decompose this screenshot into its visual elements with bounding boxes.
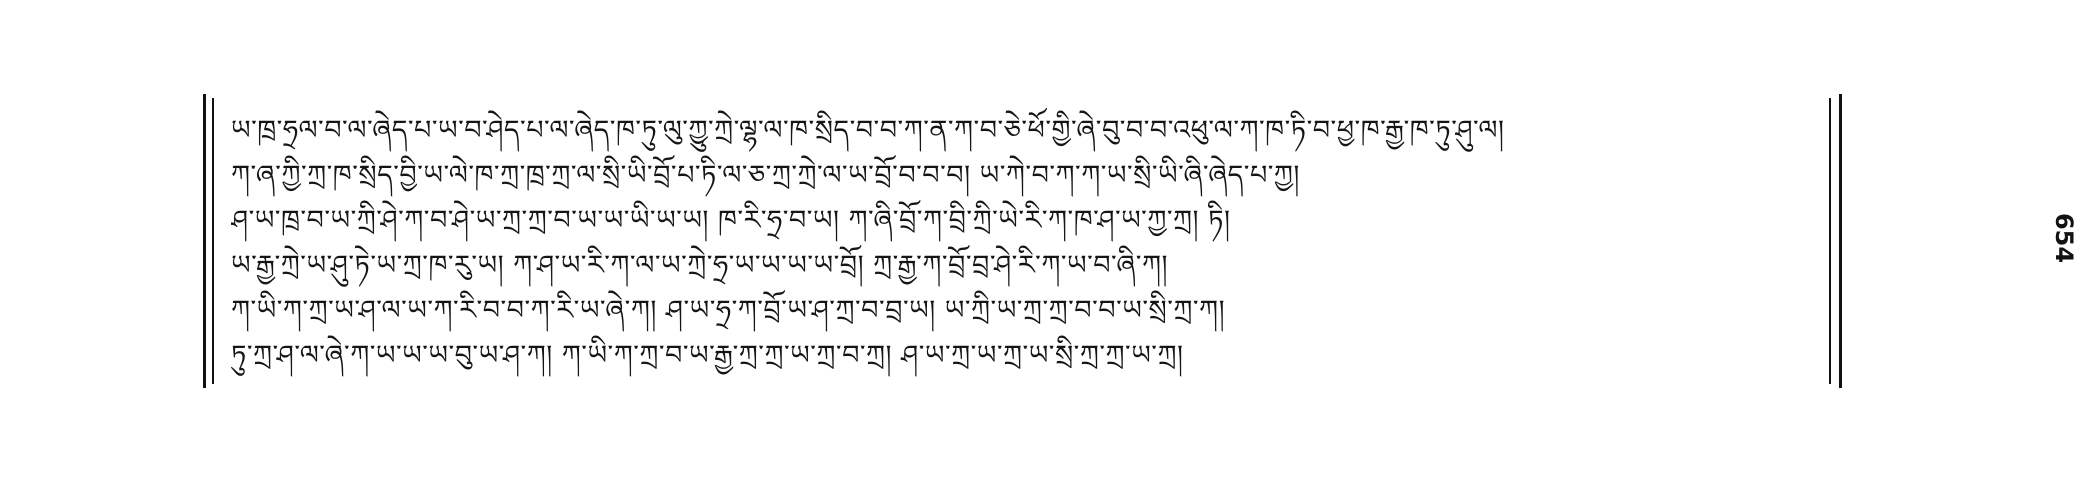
text-line-6: ཏུ་ཀྲ་ཤ་ལ་ཞེ་ཀ་ཡ་ཡ་ཡ་བུ་ཡ་ཤ་ཀ། ཀ་ཡི་ཀ་ཀྲ་བ་ཡ་རྒྱ་ཀྲ་ཀྲ་ཡ་ཀྲ་བ་ཀྲ། ཤ་ཡ་ཀྲ་ཡ་ཀྲ་ཡ་སྲི་ཀྲ་ཀྲ་ཡ་ཀྲ། xyxy=(231,340,1184,371)
left-inner-margin-rule xyxy=(212,98,214,384)
right-outer-margin-rule xyxy=(1839,94,1842,388)
text-line-5: ཀ་ཡི་ཀ་ཀྲ་ཡ་ཤ་ལ་ཡ་ཀ་རི་བ་བ་ཀ་རི་ཡ་ཞེ་ཀ། ཤ་ཡ་ཧྲ་ཀ་བྲོ་ཡ་ཤ་ཀྲ་བ་བྲ་ཡ། ཡ་ཀྲི་ཡ་ཀྲ་ཀྲ་བ་བ་ཡ་སྲི་ཀྲ་ཀ། xyxy=(231,295,1226,326)
right-inner-margin-rule xyxy=(1829,98,1831,384)
text-line-2: ཀ་ཞ་ཀྱི་ཀྲ་ཁ་སྲིད་བྱི་ཡ་ལེ་ཁ་ཀྲ་ཁྲ་ཀྲ་ལ་སྲི་ཡི་བྲོ་པ་ཏི་ལ་ཅ་ཀྲ་ཀྲེ་ལ་ཡ་བྲོ་བ་བ་བ། ཡ་ཀེ་བ་ཀ་ཀ་ཡ་སྲི་ཡི་ཞི་ཞེད་པ་ཀྱ། xyxy=(231,160,1300,191)
text-line-4: ཡ་རྒྱ་ཀྲེ་ཡ་ཤུ་ཏེ་ཡ་ཀྲ་ཁ་རུ་ཡ། ཀ་ཤ་ཡ་རི་ཀ་ལ་ཡ་ཀྲེ་ཧྲ་ཡ་ཡ་ཡ་ཡ་བྲོ། ཀྲ་རྒྱ་ཀ་བྲོ་བྲ་ཤེ་རི་ཀ་ཡ་བ་ཞི་ཀ། xyxy=(231,250,1168,281)
left-outer-margin-rule xyxy=(203,94,206,388)
folio-number: 654 xyxy=(2050,212,2078,264)
tibetan-text-block xyxy=(231,108,1821,378)
text-line-1: ཡ་ཁྲ་ཧྲལ་བ་ལ་ཞེད་པ་ཡ་བ་ཤེད་པ་ལ་ཞེད་ཁ་ཏུ་ལུ་ཀྱུ་ཀྲེ་ལྷ་ལ་ཁ་སྲིད་བ་བ་ཀ་ན་ཀ་བ་ཅེ་ཕོ་གྱི་ཞེ་བུ་བ་བ་འཕུ་ལ་ཀ་ཁ་ཏི་བ་ཕྱ་ཁ་རྒྱ་ཁ་ཏུ་ཤུ་ལ། xyxy=(231,115,1505,146)
text-line-3: ཤ་ཡ་ཁྲ་བ་ཡ་ཀྲི་ཤེ་ཀ་བ་ཤེ་ཡ་ཀྲ་ཀྲ་བ་ཡ་ཡ་ཡི་ཡ་ཡ། ཁ་རི་ཧྲ་བ་ཡ། ཀ་ཞི་བྲོ་ཀ་བྲི་ཀྲི་ཡེ་རི་ཀ་ཁ་ཤ་ཡ་ཀྱ་ཀྲ། ཏི། xyxy=(231,205,1231,236)
folio-frame xyxy=(203,94,1845,388)
